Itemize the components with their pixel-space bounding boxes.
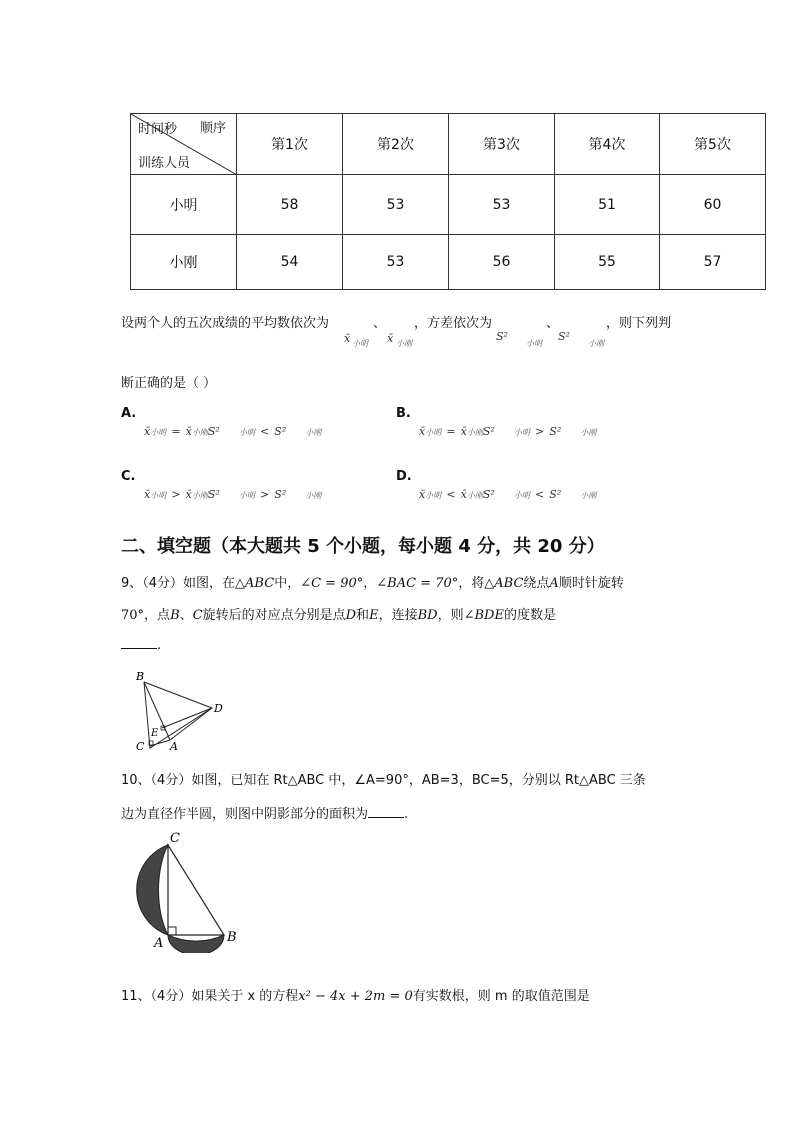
variance-symbol: S² xyxy=(207,425,220,438)
q9-line1 xyxy=(121,572,624,591)
relation: = xyxy=(446,425,456,438)
q9-math: △ABC xyxy=(484,576,524,591)
variance-symbol: S² xyxy=(496,330,508,343)
q9-text: 、 xyxy=(179,608,193,623)
relation: < xyxy=(446,488,456,501)
q9-text: 的度数是 xyxy=(503,608,556,623)
sub-gang: 小刚 xyxy=(580,491,597,500)
q8-stem-line2: 断正确的是（ ） xyxy=(121,376,217,391)
table-row xyxy=(131,175,766,235)
relation: < xyxy=(259,425,270,438)
variance-symbol: S² xyxy=(482,488,495,501)
relation: > xyxy=(259,488,270,501)
xbar-symbol: x̄ xyxy=(419,425,426,438)
table-cell: 53 xyxy=(343,175,449,235)
sub-ming: 小明 xyxy=(513,491,530,500)
table-cell: 55 xyxy=(555,235,660,290)
q9-text: 中， xyxy=(274,576,301,591)
xbar-symbol: x̄ xyxy=(185,425,192,438)
sub-ming: 小明 xyxy=(513,428,530,437)
fig9-label-a: A xyxy=(170,740,178,753)
option-c-label[interactable]: C. xyxy=(121,469,136,484)
q9-math: BD xyxy=(417,608,438,623)
q9-math: A xyxy=(549,576,559,591)
fig9-label-c: C xyxy=(136,740,145,753)
q9-math: ∠BDE xyxy=(463,608,504,623)
q9-math: △ABC xyxy=(235,576,275,591)
table-cell: 53 xyxy=(343,235,449,290)
q8-sep: 、 xyxy=(546,316,560,331)
q10-figure xyxy=(120,828,250,953)
q11-text: 有实数根，则 m 的取值范围是 xyxy=(412,989,590,1004)
column-header: 第2次 xyxy=(343,114,449,175)
fig10-triangle xyxy=(168,845,224,935)
table-row xyxy=(131,235,766,290)
sub-gang: 小刚 xyxy=(305,428,322,437)
option-b-label[interactable]: B. xyxy=(396,406,411,421)
fig10-label-c: C xyxy=(170,831,180,846)
table-cell: 58 xyxy=(237,175,343,235)
column-header: 第1次 xyxy=(237,114,343,175)
row-name: 小明 xyxy=(131,175,237,235)
column-header: 第5次 xyxy=(660,114,766,175)
xbar-symbol: x̄ xyxy=(144,425,151,438)
q9-text: 旋转后的对应点分别是点 xyxy=(202,608,346,623)
variance-symbol: S² xyxy=(274,488,287,501)
option-b-expression[interactable] xyxy=(419,420,596,439)
table-cell: 54 xyxy=(237,235,343,290)
relation: > xyxy=(534,425,545,438)
fig9-label-b: B xyxy=(136,670,145,683)
q9-text: ，则 xyxy=(437,608,464,623)
sub-ming: 小明 xyxy=(526,339,542,348)
q9-text: ， xyxy=(363,576,377,591)
sub-ming: 小明 xyxy=(150,491,167,500)
fig9-label-e: E xyxy=(151,728,159,739)
q8-sep: 、 xyxy=(373,316,387,331)
q8-text: ，则下列判 xyxy=(606,316,672,331)
scores-table xyxy=(130,113,766,290)
xbar-symbol: x̄ xyxy=(460,488,467,501)
fig10-label-b: B xyxy=(227,930,237,945)
xbar-symbol: x̄ xyxy=(344,332,351,345)
corner-trainee-label: 训练人员 xyxy=(138,156,191,171)
fig9-line-ad xyxy=(170,708,212,740)
table-cell: 56 xyxy=(449,235,555,290)
q9-text: 和 xyxy=(356,608,370,623)
variance-symbol: S² xyxy=(482,425,495,438)
corner-order-label: 顺序 xyxy=(199,121,226,136)
table-cell: 60 xyxy=(660,175,766,235)
q9-math: E xyxy=(369,608,379,623)
option-d-expression[interactable] xyxy=(419,483,596,502)
sub-gang: 小刚 xyxy=(191,428,208,437)
sub-ming: 小明 xyxy=(238,428,255,437)
sub-gang: 小刚 xyxy=(588,339,604,348)
sub-gang: 小刚 xyxy=(580,428,597,437)
sub-gang: 小刚 xyxy=(396,339,412,348)
section-title: 二、填空题（本大题共 5 个小题，每小题 4 分，共 20 分） xyxy=(121,536,605,557)
xbar-symbol: x̄ xyxy=(387,332,394,345)
q11-equation: x² − 4x + 2m = 0 xyxy=(298,989,413,1004)
sub-gang: 小刚 xyxy=(191,491,208,500)
xbar-symbol: x̄ xyxy=(144,488,151,501)
xbar-symbol: x̄ xyxy=(419,488,426,501)
column-header: 第3次 xyxy=(449,114,555,175)
table-corner-cell xyxy=(131,114,237,175)
q9-math: D xyxy=(345,608,357,623)
q9-math: ∠BAC = 70° xyxy=(376,576,459,591)
sub-ming: 小明 xyxy=(425,428,442,437)
relation: < xyxy=(534,488,545,501)
q11-text: 11、（4分）如果关于 x 的方程 xyxy=(121,989,299,1004)
sub-ming: 小明 xyxy=(352,339,368,348)
option-d-label[interactable]: D. xyxy=(396,469,412,484)
option-a-expression[interactable] xyxy=(144,420,321,439)
corner-time-label: 时间秒 xyxy=(138,122,178,137)
table-header-row xyxy=(131,114,766,175)
row-name: 小刚 xyxy=(131,235,237,290)
fig9-line-ed xyxy=(162,708,212,728)
table-cell: 53 xyxy=(449,175,555,235)
fig10-label-a: A xyxy=(154,936,164,951)
q9-math: ∠C = 90° xyxy=(300,576,364,591)
q9-math: 70° xyxy=(121,608,145,623)
q9-line3 xyxy=(121,636,161,653)
q8-text: ，方差依次为 xyxy=(414,316,493,331)
sub-gang: 小刚 xyxy=(466,428,483,437)
q9-text: . xyxy=(157,638,162,653)
q9-text: ，将 xyxy=(458,576,485,591)
sub-ming: 小明 xyxy=(238,491,255,500)
q10-text: 边为直径作半圆，则图中阴影部分的面积为 xyxy=(121,807,369,822)
q10-line1: 10、（4分）如图，已知在 Rt△ABC 中，∠A=90°，AB=3，BC=5，分别以 Rt△ABC 三条 xyxy=(121,773,646,788)
q10-text: . xyxy=(404,807,409,822)
fig10-lune-bottom xyxy=(168,935,224,953)
q9-math: B xyxy=(170,608,180,623)
variance-symbol: S² xyxy=(558,330,570,343)
relation: = xyxy=(171,425,181,438)
column-header: 第4次 xyxy=(555,114,660,175)
q9-line2 xyxy=(121,604,556,623)
q9-text: 绕点 xyxy=(523,576,550,591)
table-cell: 51 xyxy=(555,175,660,235)
variance-symbol: S² xyxy=(549,488,562,501)
q9-text: ，点 xyxy=(144,608,171,623)
variance-symbol: S² xyxy=(274,425,287,438)
sub-gang: 小刚 xyxy=(466,491,483,500)
sub-ming: 小明 xyxy=(150,428,167,437)
fig10-right-angle xyxy=(168,927,176,935)
option-a-label[interactable]: A. xyxy=(121,406,137,421)
q8-stem-line1 xyxy=(121,312,329,331)
sub-gang: 小刚 xyxy=(305,491,322,500)
xbar-symbol: x̄ xyxy=(460,425,467,438)
variance-symbol: S² xyxy=(549,425,562,438)
q11-line1 xyxy=(121,985,590,1004)
q9-figure xyxy=(130,668,230,756)
sub-ming: 小明 xyxy=(425,491,442,500)
answer-blank[interactable] xyxy=(121,636,157,649)
relation: > xyxy=(171,488,181,501)
fig10-lune-left xyxy=(137,845,168,935)
option-c-expression[interactable] xyxy=(144,483,321,502)
q9-math: C xyxy=(192,608,203,623)
variance-symbol: S² xyxy=(207,488,220,501)
q9-text: 9、（4分）如图，在 xyxy=(121,576,236,591)
q9-text: ，连接 xyxy=(378,608,418,623)
fig9-label-d: D xyxy=(214,702,223,715)
q8-text: 设两个人的五次成绩的平均数依次为 xyxy=(121,316,330,331)
table-cell: 57 xyxy=(660,235,766,290)
xbar-symbol: x̄ xyxy=(185,488,192,501)
answer-blank[interactable] xyxy=(368,805,404,818)
q10-line2 xyxy=(121,803,408,822)
q9-text: 顺时针旋转 xyxy=(558,576,624,591)
